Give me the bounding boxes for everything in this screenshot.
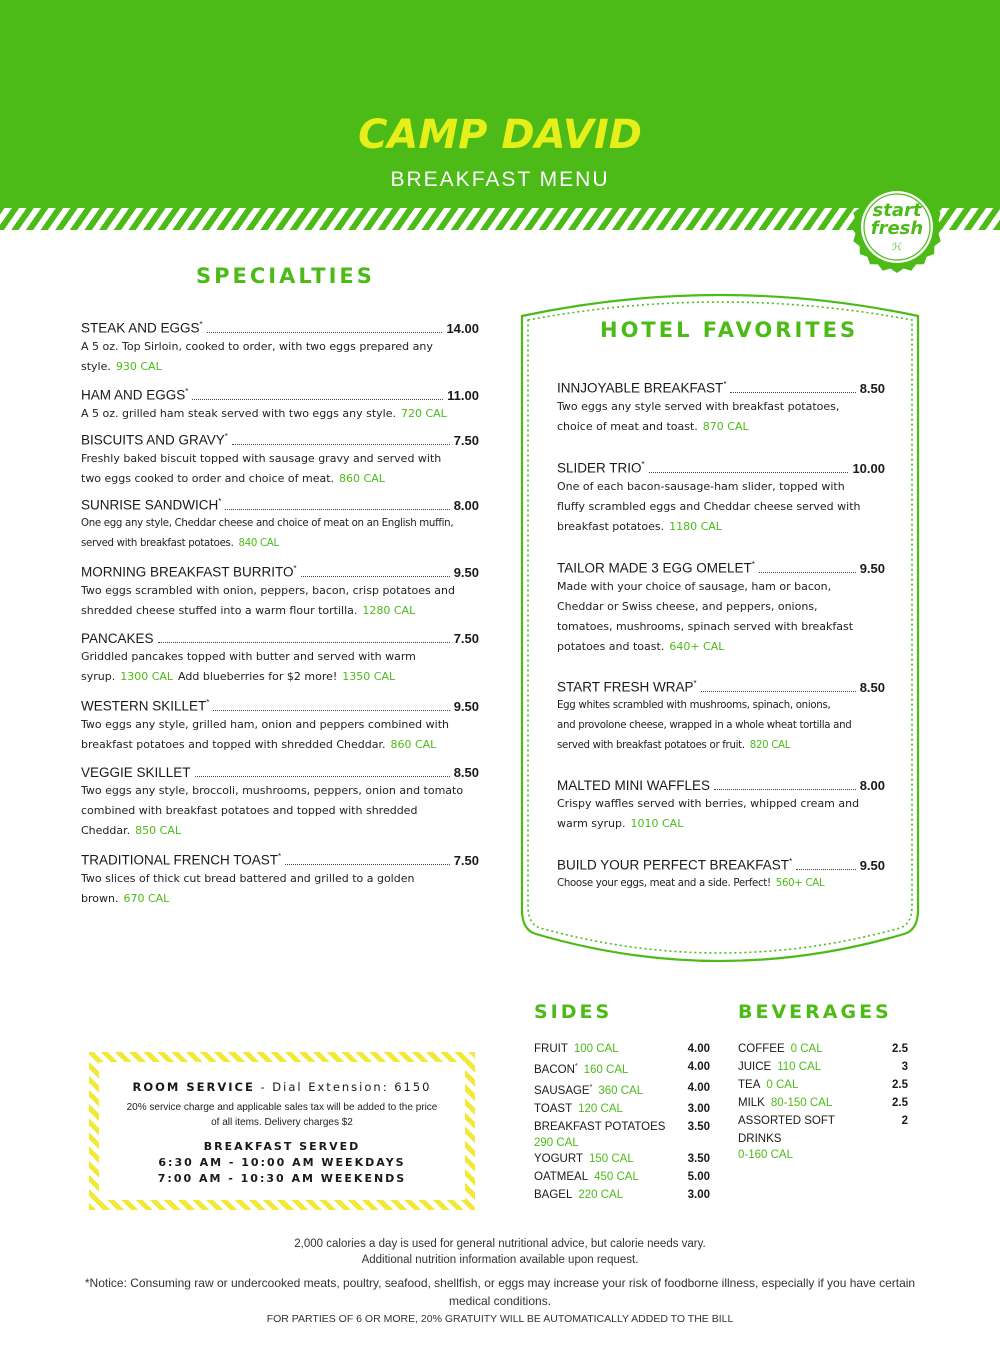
calorie-count: 0 CAL [766, 1079, 799, 1091]
calorie-count: 450 CAL [594, 1170, 639, 1183]
menu-item-name [557, 560, 755, 576]
item-name-cell [738, 1058, 880, 1076]
menu-item-header [557, 380, 885, 396]
dot-leader [195, 776, 450, 777]
room-service-line [99, 1080, 465, 1094]
menu-item-price: 14.00 [446, 320, 479, 336]
menu-item-header [557, 460, 885, 476]
asterisk-mark: * [751, 560, 755, 569]
gratuity-notice: FOR PARTIES OF 6 OR MORE, 20% GRATUITY WILL BE AUTOMATICALLY ADDED TO THE BILL [266, 1313, 734, 1325]
calorie-count: 1280 CAL [362, 603, 416, 617]
side-item [534, 1186, 710, 1204]
menu-item [81, 320, 479, 377]
brand-mark-icon: ℋ [892, 242, 902, 253]
menu-item-header [81, 852, 479, 868]
menu-item-description [81, 337, 479, 377]
dot-leader [232, 444, 450, 445]
item-name: YOGURT [534, 1152, 583, 1165]
menu-item-name [81, 497, 221, 513]
menu-item-name-text: MORNING BREAKFAST BURRITO [81, 564, 294, 580]
menu-subtitle: BREAKFAST MENU [390, 168, 610, 191]
hotel-favorites-title: HOTEL FAVORITES [600, 318, 859, 342]
description-text: A 5 oz. grilled ham steak served with two eggs any style. [81, 406, 396, 420]
dot-leader [796, 869, 856, 870]
description-text: breakfast potatoes and topped with shredded Cheddar. [81, 737, 386, 751]
menu-title: CAMP DAVID [358, 112, 642, 158]
item-price: 3 [901, 1061, 908, 1073]
calorie-count: 160 CAL [583, 1063, 629, 1076]
menu-item-header [81, 320, 479, 336]
menu-item-price: 11.00 [447, 387, 479, 403]
item-name-cell [738, 1094, 880, 1112]
item-name: TOAST [534, 1102, 573, 1115]
item-name: SAUSAGE [534, 1084, 590, 1097]
item-name: JUICE [738, 1061, 772, 1073]
menu-item-description [81, 781, 479, 841]
sides-title: SIDES [534, 1001, 613, 1023]
description-text: syrup. [81, 670, 116, 683]
menu-item-price: 8.50 [859, 380, 885, 396]
menu-item-name-text: TAILOR MADE 3 EGG OMELET [557, 560, 752, 576]
item-price: 4.00 [687, 1043, 710, 1055]
description-line: Two eggs any style, grilled ham, onion and peppers combined with [81, 717, 449, 731]
item-name-cell [534, 1058, 682, 1079]
menu-item-description [557, 397, 885, 437]
menu-item-description [557, 477, 885, 537]
item-name-cell [534, 1118, 682, 1150]
description-line [81, 889, 479, 909]
dot-leader [714, 789, 856, 790]
description-line: Two slices of thick cut bread battered and grilled to a golden [81, 871, 415, 885]
menu-item-name-text: SLIDER TRIO [557, 460, 642, 476]
menu-item-description [81, 647, 479, 687]
item-name-cell [534, 1150, 682, 1168]
menu-item-name [81, 852, 281, 868]
item-name-cell [534, 1040, 682, 1058]
notice-line-2: medical conditions. [448, 1294, 552, 1308]
dot-leader [225, 509, 449, 510]
breakfast-hours [99, 1139, 465, 1187]
menu-item-description [557, 874, 885, 894]
item-name-cell [534, 1100, 682, 1118]
item-name-cell [534, 1079, 682, 1100]
calorie-disclaimer [0, 1236, 1000, 1268]
asterisk-mark: * [589, 1083, 593, 1091]
calorie-count: 100 CAL [573, 1043, 619, 1055]
item-price: 4.00 [687, 1061, 710, 1073]
menu-item-name [81, 432, 228, 448]
description-line [81, 534, 479, 554]
menu-item-name-text: BUILD YOUR PERFECT BREAKFAST [557, 857, 790, 873]
side-item [534, 1168, 710, 1186]
notice-line-1: *Notice: Consuming raw or undercooked meats, poultry, seafood, shellfish, or eggs may increase your risk of foodborne illness, especially if you have certain [84, 1276, 916, 1290]
calorie-count: 1180 CAL [669, 519, 722, 533]
add-on-text: Add blueberries for $2 more! [178, 670, 338, 683]
menu-item-description [557, 696, 885, 756]
foodborne-notice [0, 1274, 1000, 1310]
add-on-calorie-count: 1350 CAL [342, 670, 396, 683]
calorie-count: 1010 CAL [630, 817, 684, 830]
menu-item-name [81, 320, 203, 336]
description-line [557, 417, 885, 437]
menu-item [81, 765, 479, 841]
menu-item-name [557, 380, 726, 396]
asterisk-mark: * [641, 460, 645, 469]
dot-leader [649, 472, 849, 473]
description-line [81, 357, 479, 377]
menu-item [557, 380, 885, 437]
dot-leader [213, 710, 449, 711]
description-text: brown. [81, 891, 119, 905]
menu-item-price: 9.50 [453, 698, 479, 714]
menu-item-header [81, 432, 479, 448]
description-line [81, 601, 479, 621]
menu-item-description [557, 794, 885, 834]
dot-leader [759, 572, 856, 573]
menu-item-name [557, 857, 792, 873]
description-line [81, 667, 479, 687]
description-line: tomatoes, mushrooms, spinach served with breakfast [557, 619, 854, 633]
menu-item-price: 8.00 [859, 778, 885, 793]
menu-item-name-text: TRADITIONAL FRENCH TOAST [81, 852, 279, 868]
description-line: Freshly baked biscuit topped with sausage gravy and served with [81, 451, 442, 465]
asterisk-mark: * [789, 857, 793, 866]
description-line: Griddled pancakes topped with butter and served with warm [81, 650, 416, 663]
calorie-count: 820 CAL [749, 739, 791, 751]
description-line: Made with your choice of sausage, ham or bacon, [557, 579, 832, 593]
dot-leader [158, 642, 450, 643]
calorie-count: 0-160 CAL [738, 1149, 793, 1161]
calorie-line-1: 2,000 calories a day is used for general nutritional advice, but calorie needs vary. [294, 1238, 706, 1250]
calorie-count: 290 CAL [534, 1136, 579, 1149]
item-price: 3.50 [687, 1120, 710, 1133]
description-line: Two eggs any style served with breakfast potatoes, [557, 399, 840, 413]
beverage-item [738, 1112, 908, 1162]
sides-list [534, 1040, 710, 1204]
item-name: TEA [738, 1079, 761, 1091]
description-text: two eggs cooked to order and choice of meat. [81, 471, 335, 485]
calorie-count: 1300 CAL [120, 670, 174, 683]
menu-item-header [557, 857, 885, 873]
menu-item-description [81, 581, 479, 621]
menu-item-name-text: BISCUITS AND GRAVY [81, 432, 225, 448]
calorie-count: 360 CAL [598, 1084, 644, 1097]
beverage-item [738, 1076, 908, 1094]
description-text: potatoes and toast. [557, 639, 665, 653]
item-price: 3.50 [687, 1152, 710, 1165]
description-line [557, 814, 885, 834]
item-name-cell [738, 1076, 880, 1094]
description-line [557, 736, 885, 756]
dot-leader [285, 864, 450, 865]
menu-item-description [81, 715, 479, 755]
room-service-note: 20% service charge and applicable sales tax will be added to the price of all items. Delivery charges $2 [126, 1102, 438, 1128]
menu-item-header [81, 387, 479, 403]
asterisk-mark: * [293, 564, 297, 573]
calorie-count: 120 CAL [578, 1102, 623, 1115]
beverage-item [738, 1040, 908, 1058]
side-item [534, 1150, 710, 1168]
specialties-title: SPECIALTIES [196, 264, 375, 288]
item-price: 2 [901, 1115, 908, 1127]
description-text: style. [81, 359, 111, 373]
description-line: One of each bacon-sausage-ham slider, topped with [557, 479, 845, 493]
start-fresh-badge [850, 180, 944, 274]
side-item [534, 1118, 710, 1150]
menu-item [557, 460, 885, 537]
menu-item [81, 564, 479, 621]
item-price: 3.00 [687, 1102, 710, 1115]
dot-leader [701, 691, 856, 692]
description-line [557, 637, 885, 657]
menu-item [81, 698, 479, 755]
description-line: Crispy waffles served with berries, whipped cream and [557, 797, 860, 810]
calorie-count: 150 CAL [589, 1152, 634, 1165]
weekday-hours: 6:30 AM - 10:00 AM WEEKDAYS [158, 1156, 406, 1169]
item-name: COFFEE [738, 1043, 785, 1055]
calorie-count: 860 CAL [390, 737, 437, 751]
menu-item [557, 778, 885, 834]
menu-item-name-text: START FRESH WRAP [557, 679, 694, 695]
item-name-cell [738, 1112, 880, 1162]
calorie-count: 870 CAL [702, 419, 749, 433]
calorie-count: 720 CAL [400, 406, 447, 420]
calorie-count: 80-150 CAL [770, 1097, 833, 1109]
menu-item-header [81, 698, 479, 714]
description-line: Egg whites scrambled with mushrooms, spinach, onions, [557, 699, 831, 711]
item-name: BAGEL [534, 1188, 573, 1201]
asterisk-mark: * [574, 1063, 578, 1070]
room-service-content [99, 1062, 465, 1200]
description-text: breakfast potatoes. [557, 519, 665, 533]
description-text: shredded cheese stuffed into a warm flour tortilla. [81, 603, 358, 617]
calorie-count: 860 CAL [339, 471, 385, 485]
menu-item [81, 432, 479, 489]
calorie-count: 560+ CAL [775, 877, 825, 889]
description-line: Two eggs scrambled with onion, peppers, bacon, crisp potatoes and [81, 583, 455, 597]
item-name-cell [534, 1186, 682, 1204]
beverages-title: BEVERAGES [738, 1001, 892, 1023]
menu-item-price: 10.00 [852, 460, 885, 476]
item-name: OATMEAL [534, 1170, 589, 1183]
item-name: FRUIT [534, 1043, 568, 1055]
menu-item-description [81, 449, 479, 489]
beverage-item [738, 1058, 908, 1076]
asterisk-mark: * [723, 380, 727, 389]
menu-item-price: 8.00 [453, 497, 479, 513]
asterisk-mark: * [218, 497, 222, 506]
menu-item-name [81, 631, 154, 646]
menu-item-name [81, 387, 188, 403]
menu-item-price: 8.50 [859, 679, 885, 695]
menu-item [557, 560, 885, 657]
item-name: BACON [534, 1063, 575, 1076]
menu-item-name-text: WESTERN SKILLET [81, 698, 207, 714]
menu-item [81, 631, 479, 687]
menu-item-description [81, 404, 479, 424]
room-service-box [89, 1052, 475, 1210]
description-text: Choose your eggs, meat and a side. Perfect! [557, 877, 771, 889]
menu-item-name [81, 765, 191, 780]
menu-item-header [557, 778, 885, 793]
beverages-list [738, 1040, 908, 1162]
description-text: choice of meat and toast. [557, 419, 698, 433]
calorie-count: 0 CAL [790, 1043, 823, 1055]
item-price: 2.5 [892, 1079, 908, 1091]
side-item [534, 1058, 710, 1079]
beverage-item [738, 1094, 908, 1112]
menu-item-price: 7.50 [453, 852, 479, 868]
side-item [534, 1100, 710, 1118]
description-line: combined with breakfast potatoes and topped with shredded [81, 804, 418, 817]
menu-item-header [81, 631, 479, 646]
asterisk-mark: * [278, 852, 282, 861]
menu-item-name [557, 460, 645, 476]
description-line: A 5 oz. Top Sirloin, cooked to order, with two eggs prepared any [81, 339, 433, 353]
badge-text [850, 202, 944, 238]
menu-item-header [81, 564, 479, 580]
item-name: BREAKFAST POTATOES [534, 1120, 666, 1133]
menu-item-header [81, 765, 479, 780]
description-line: fluffy scrambled eggs and Cheddar cheese served with [557, 499, 861, 513]
asterisk-mark: * [224, 432, 228, 441]
item-name-cell [738, 1040, 880, 1058]
menu-item [81, 852, 479, 909]
item-price: 4.00 [687, 1081, 710, 1094]
item-name: MILK [738, 1097, 765, 1109]
menu-item [81, 387, 479, 424]
menu-item-name-text: HAM AND EGGS [81, 387, 186, 403]
dot-leader [730, 392, 855, 393]
room-service-label: ROOM SERVICE [132, 1080, 255, 1094]
menu-item-price: 9.50 [453, 564, 479, 580]
menu-item [81, 497, 479, 554]
dot-leader [301, 576, 450, 577]
item-price: 2.5 [892, 1043, 908, 1055]
description-line [557, 517, 885, 537]
item-name-cell [534, 1168, 682, 1186]
badge-line-1: start [872, 200, 922, 221]
description-line [81, 404, 479, 424]
item-name: ASSORTED SOFT DRINKS [738, 1115, 835, 1145]
description-line [81, 821, 479, 841]
calorie-count: 110 CAL [777, 1061, 822, 1073]
calorie-line-2: Additional nutrition information available upon request. [361, 1254, 639, 1266]
description-line: One egg any style, Cheddar cheese and choice of meat on an English muffin, [81, 517, 454, 529]
menu-item [557, 679, 885, 756]
calorie-count: 850 CAL [135, 824, 181, 837]
menu-item-price: 7.50 [453, 432, 479, 448]
description-line: and provolone cheese, wrapped in a whole wheat tortilla and [557, 719, 852, 731]
description-line: Two eggs any style, broccoli, mushrooms, peppers, onion and tomato [81, 784, 464, 797]
menu-item-price: 7.50 [453, 631, 479, 646]
menu-item-name-text: STEAK AND EGGS [81, 320, 200, 336]
dot-leader [207, 332, 443, 333]
menu-item-price: 9.50 [859, 857, 885, 873]
description-line [81, 735, 479, 755]
menu-item-name-text: SUNRISE SANDWICH [81, 497, 219, 513]
calorie-count: 930 CAL [115, 359, 162, 373]
item-price: 5.00 [687, 1170, 710, 1183]
menu-item-name [81, 564, 297, 580]
side-item [534, 1040, 710, 1058]
description-text: warm syrup. [557, 817, 626, 830]
description-text: served with breakfast potatoes. [81, 537, 234, 549]
calorie-count: 840 CAL [238, 537, 279, 549]
asterisk-mark: * [185, 387, 189, 396]
menu-item-name [557, 778, 710, 793]
menu-item [557, 857, 885, 894]
menu-item-name [81, 698, 209, 714]
weekend-hours: 7:00 AM - 10:30 AM WEEKENDS [157, 1172, 407, 1185]
calorie-count: 640+ CAL [669, 639, 725, 653]
menu-item-name-text: INNJOYABLE BREAKFAST [557, 380, 724, 396]
description-line: Cheddar or Swiss cheese, and peppers, onions, [557, 599, 818, 613]
description-text: Cheddar. [81, 824, 131, 837]
menu-item-header [81, 497, 479, 513]
badge-line-2: fresh [870, 218, 924, 239]
calorie-count: 220 CAL [578, 1188, 624, 1201]
asterisk-mark: * [206, 698, 210, 707]
menu-item-name-text: PANCAKES [81, 631, 154, 646]
room-service-extension: - Dial Extension: 6150 [254, 1080, 432, 1094]
description-line [81, 469, 479, 489]
description-text: served with breakfast potatoes or fruit. [557, 739, 745, 751]
description-line [557, 874, 885, 894]
item-price: 2.5 [892, 1097, 908, 1109]
menu-item-description [81, 514, 479, 554]
dot-leader [192, 399, 443, 400]
menu-item-header [557, 560, 885, 576]
calorie-count: 670 CAL [123, 891, 170, 905]
breakfast-served-title: BREAKFAST SERVED [203, 1140, 361, 1153]
menu-item-price: 8.50 [453, 765, 479, 780]
menu-item-header [557, 679, 885, 695]
menu-item-price: 9.50 [859, 560, 885, 576]
asterisk-mark: * [693, 679, 697, 688]
menu-item-description [81, 869, 479, 909]
side-item [534, 1079, 710, 1100]
menu-item-name [557, 679, 697, 695]
menu-item-description [557, 577, 885, 657]
asterisk-mark: * [199, 320, 203, 329]
menu-item-name-text: VEGGIE SKILLET [81, 765, 191, 780]
menu-item-name-text: MALTED MINI WAFFLES [557, 778, 711, 793]
item-price: 3.00 [687, 1188, 710, 1201]
